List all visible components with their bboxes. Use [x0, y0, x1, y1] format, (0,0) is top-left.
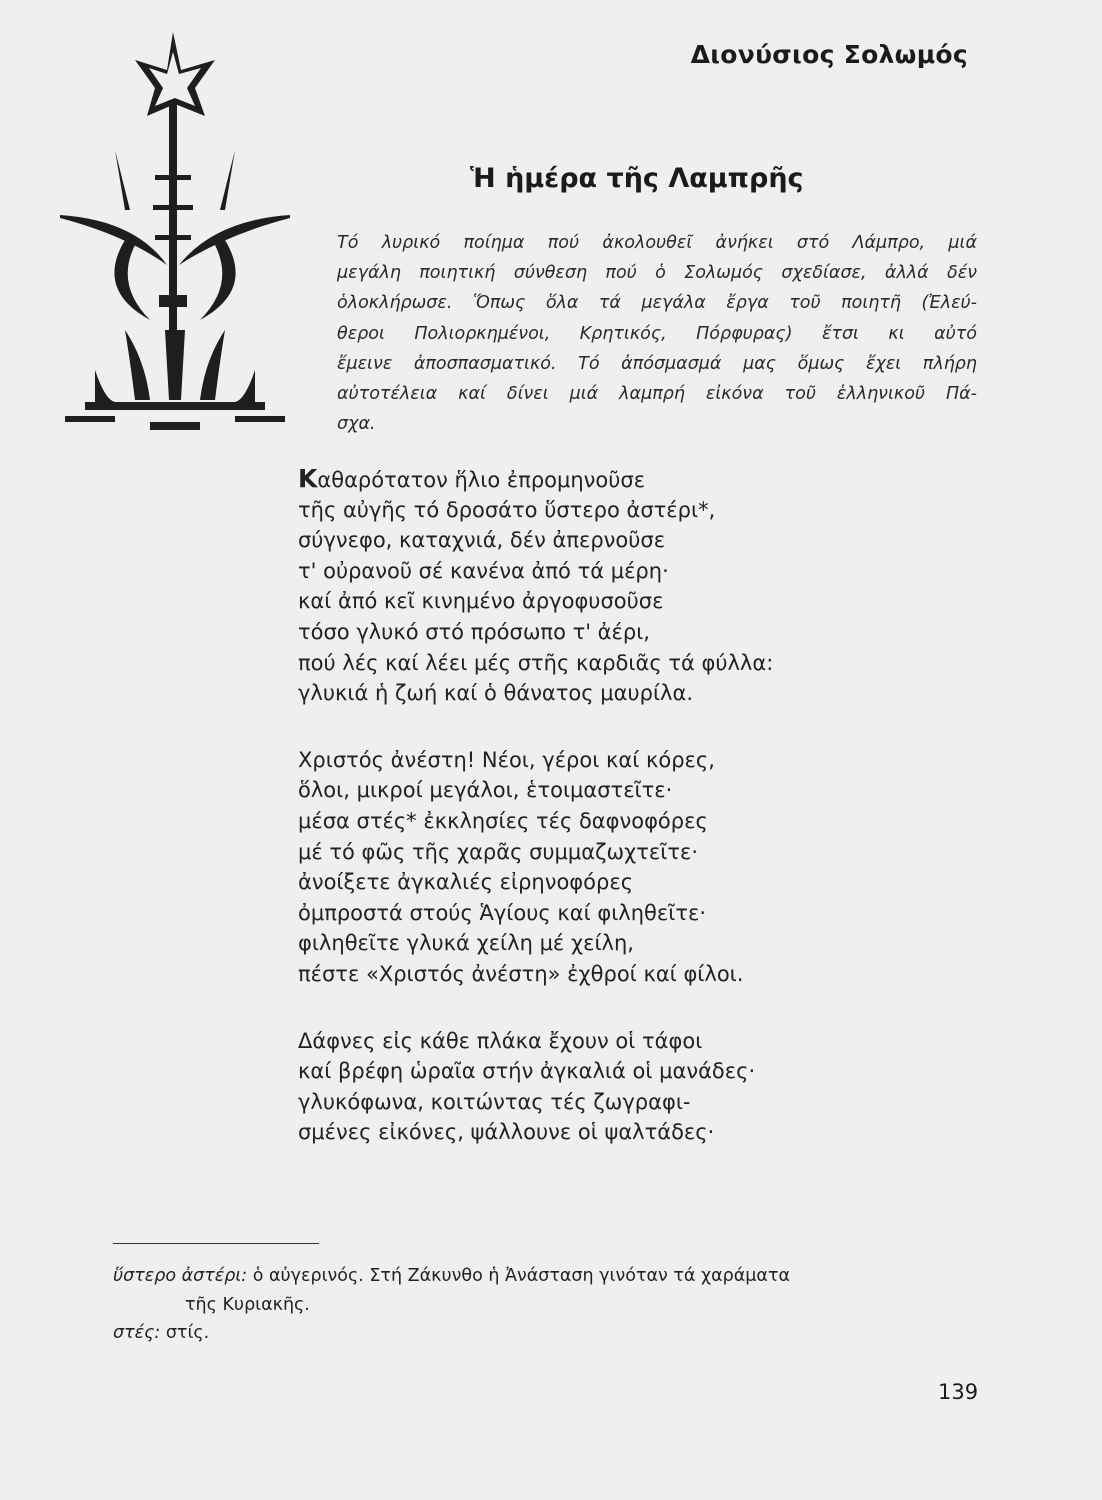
poem-line: ἀνοίξετε ἀγκαλιές εἰρηνοφόρες	[298, 870, 634, 895]
poem-line: πού λές καί λέει μές στῆς καρδιᾶς τά φύλλα:	[298, 650, 774, 675]
poem-line: γλυκόφωνα, κοιτώντας τές ζωγραφι-	[298, 1089, 691, 1114]
author-name: Διονύσιος Σολωμός	[690, 40, 968, 69]
footnote-text: ὁ αὐγερινός. Στή Ζάκυνθο ἡ Ἀνάσταση γινόταν τά χαράματα	[252, 1266, 791, 1286]
intro-line: ὁλοκλήρωσε. Ὅπως ὅλα τά μεγάλα ἔργα τοῦ ποιητῆ (Ἐλεύ-	[337, 293, 977, 314]
poem-line: ὀμπροστά στούς Ἁγίους καί φιληθεῖτε·	[298, 900, 707, 925]
poem-line: πέστε «Χριστός ἀνέστη» ἐχθροί καί φίλοι.	[298, 961, 744, 986]
footnote-continuation: τῆς Κυριακῆς.	[185, 1294, 310, 1315]
stanza-3	[298, 1026, 773, 1148]
footnotes	[113, 1262, 790, 1348]
footnote-term: ὕστερο ἀστέρι:	[113, 1266, 248, 1286]
stanza-1	[298, 464, 773, 709]
poem-line: τόσο γλυκό στό πρόσωπο τ' ἀέρι,	[298, 619, 650, 644]
poem-body	[298, 464, 773, 1184]
poem-line: ὅλοι, μικροί μεγάλοι, ἑτοιμαστεῖτε·	[298, 778, 673, 803]
poem-line: τῆς αὐγῆς τό δροσάτο ὕστερο ἀστέρι*,	[298, 497, 716, 522]
intro-paragraph	[337, 228, 977, 439]
footnote	[113, 1319, 790, 1348]
intro-line: αὐτοτέλεια καί δίνει μιά λαμπρή εἰκόνα τοῦ ἑλληνικοῦ Πά-	[337, 383, 977, 404]
intro-line: σχα.	[337, 414, 376, 435]
poem-line: μέ τό φῶς τῆς χαρᾶς συμμαζωχτεῖτε·	[298, 839, 699, 864]
decorative-ornament	[55, 30, 295, 440]
poem-line: Δάφνες εἰς κάθε πλάκα ἔχουν οἱ τάφοι	[298, 1028, 703, 1053]
poem-title: Ἡ ἡμέρα τῆς Λαμπρῆς	[470, 163, 804, 194]
page-number: 139	[938, 1380, 979, 1404]
intro-line: Τό λυρικό ποίημα πού ἀκολουθεῖ ἀνήκει στό Λάμπρο, μιά	[337, 233, 977, 253]
poem-line: Χριστός ἀνέστη! Νέοι, γέροι καί κόρες,	[298, 747, 715, 772]
initial-letter: Κ	[298, 464, 318, 493]
poem-line: καί βρέφη ὡραῖα στήν ἀγκαλιά οἱ μανάδες·	[298, 1059, 756, 1084]
poem-line: καί ἀπό κεῖ κινημένο ἀργοφυσοῦσε	[298, 589, 664, 614]
poem-line: τ' οὐρανοῦ σέ κανένα ἀπό τά μέρη·	[298, 558, 669, 583]
stanza-2	[298, 745, 773, 990]
poem-line: σμένες εἰκόνες, ψάλλουνε οἱ ψαλτάδες·	[298, 1120, 715, 1145]
intro-line: μεγάλη ποιητική σύνθεση πού ὁ Σολωμός σχεδίασε, ἀλλά δέν	[337, 263, 977, 284]
poem-line: φιληθεῖτε γλυκά χείλη μέ χείλη,	[298, 931, 634, 956]
poem-line	[298, 464, 773, 495]
poem-line: γλυκιά ἡ ζωή καί ὁ θάνατος μαυρίλα.	[298, 681, 694, 706]
footnote-divider	[113, 1243, 319, 1244]
footnote	[113, 1262, 790, 1291]
poem-line-text: αθαρότατον ἥλιο ἐπρομηνοῦσε	[317, 468, 646, 492]
poem-line: μέσα στές* ἐκκλησίες τές δαφνοφόρες	[298, 808, 708, 833]
footnote-text: στίς.	[165, 1323, 210, 1343]
poem-line: σύγνεφο, καταχνιά, δέν ἀπερνοῦσε	[298, 528, 666, 553]
intro-line: θεροι Πολιορκημένοι, Κρητικός, Πόρφυρας) ἔτσι κι αὐτό	[337, 323, 977, 344]
footnote-term: στές:	[113, 1323, 161, 1343]
intro-line: ἔμεινε ἀποσπασματικό. Τό ἀπόσμασμά μας ὅμως ἔχει πλήρη	[337, 353, 977, 374]
